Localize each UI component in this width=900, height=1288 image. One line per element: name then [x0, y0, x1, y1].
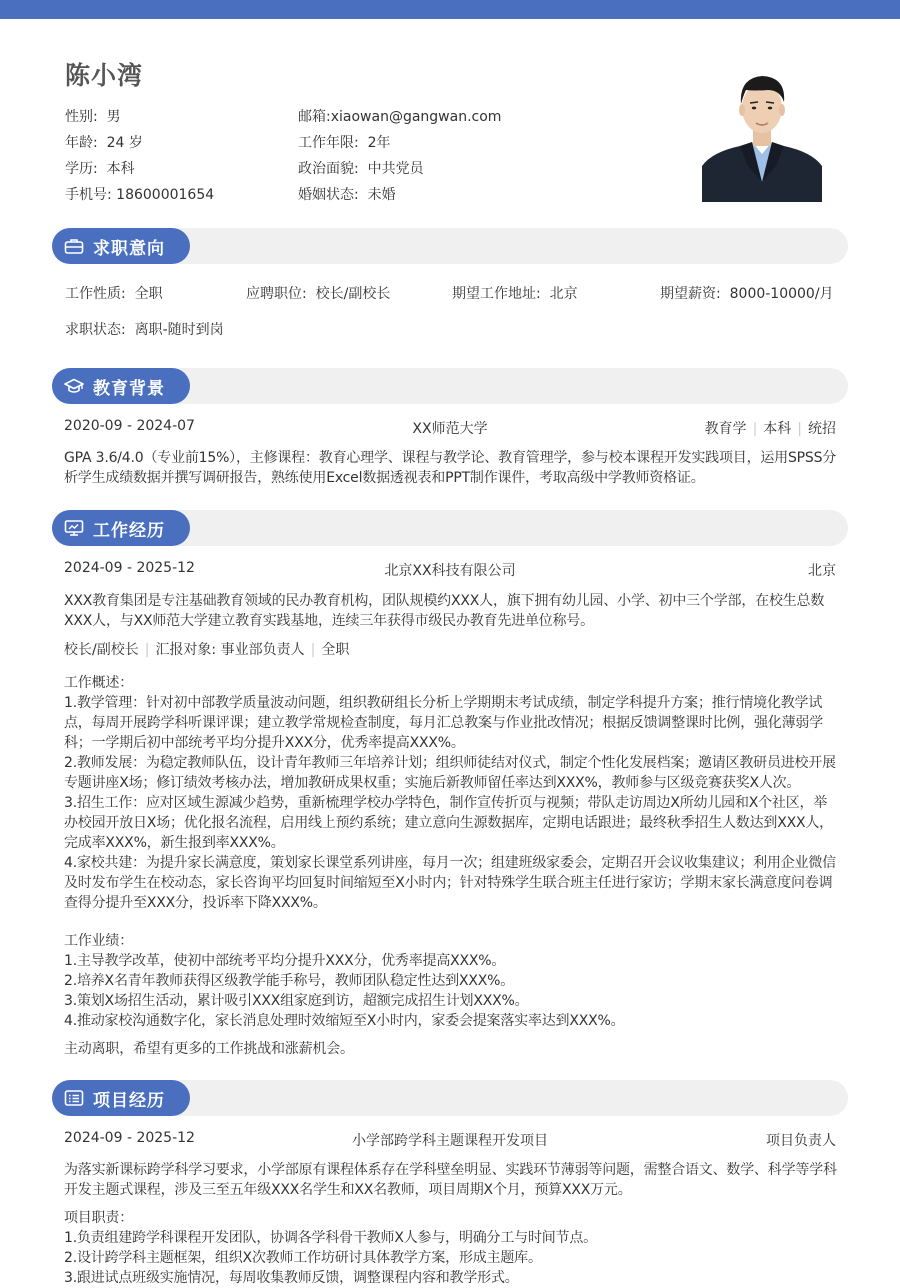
- graduation-cap-icon: [64, 377, 84, 395]
- section-header-intent: [52, 228, 848, 264]
- age-row: [65, 132, 143, 152]
- profile-photo: [702, 70, 822, 202]
- work-years-row: [298, 132, 391, 152]
- target-salary: [660, 283, 834, 303]
- target-city: [452, 283, 578, 303]
- duty-item: 2.设计跨学科主题框架，组织X次教师工作坊研讨具体教学方案，形成主题库。: [64, 1250, 542, 1266]
- target-position-value: 校长/副校长: [315, 286, 391, 302]
- monitor-icon: [64, 519, 84, 537]
- divider: |: [144, 642, 150, 658]
- job-status-value: 离职-随时到岗: [134, 322, 224, 338]
- phone-label: 手机号:: [65, 187, 112, 203]
- divider: |: [797, 421, 802, 437]
- target-salary-value: 8000-10000/月: [729, 286, 834, 302]
- section-title: 求职意向: [93, 239, 165, 259]
- education-level-row: [65, 158, 135, 178]
- divider: |: [310, 642, 316, 658]
- education-date: 2020-09 - 2024-07: [64, 418, 195, 434]
- enrollment-type: 统招: [808, 421, 836, 437]
- project-role: 项目负责人: [766, 1133, 836, 1149]
- candidate-name: 陈小湾: [65, 61, 144, 90]
- work-achievements: [64, 931, 838, 1031]
- work-overview-item: 4.家校共建：为提升家长满意度，策划家长课堂系列讲座，每月一次；组建班级家委会，定期召开会议收集建议；利用企业微信及时发布学生在校动态，家长咨询平均回复时间缩短至X小时内；针对特殊学生联合班主任进行家访；学期末家长满意度问卷调查得分提升至XXX分，投诉率下降XXX%。: [64, 855, 836, 911]
- work-achievements-title: 工作业绩：: [64, 933, 133, 949]
- work-type: [65, 283, 163, 303]
- achievement-item: 2.培养X名青年教师获得区级教学能手称号，教师团队稳定性达到XXX%。: [64, 973, 515, 989]
- job-status: [65, 319, 224, 339]
- job-kind: 全职: [321, 642, 350, 658]
- work-overview-item: 1.教学管理：针对初中部教学质量波动问题，组织教研组长分析上学期期末考试成绩，制定学科提升方案；推行情境化教学试点，每周开展跨学科听课评课；建立教学常规检查制度，每月汇总教案与作业批改情况；根据反馈调整课时比例，强化薄弱学科；一学期后初中部统考平均分提升XXX分，优秀率提高XXX%。: [64, 695, 823, 751]
- marital-row: [298, 184, 396, 204]
- divider: |: [752, 421, 758, 437]
- section-title: 教育背景: [93, 379, 165, 399]
- job-role: 校长/副校长: [64, 642, 139, 658]
- major: 教育学: [704, 421, 747, 437]
- leave-reason: 主动离职，希望有更多的工作挑战和涨薪机会。: [64, 1041, 354, 1057]
- politics-value: 中共党员: [367, 161, 424, 177]
- target-city-label: 期望工作地址:: [452, 286, 541, 302]
- education-tags: [600, 418, 836, 438]
- target-position-label: 应聘职位:: [246, 286, 307, 302]
- work-overview-item: 3.招生工作：应对区域生源减少趋势，重新梳理学校办学特色，制作宣传折页与视频；带队走访周边X所幼儿园和X个社区，举办校园开放日X场；优化报名流程，启用线上预约系统；建立意向生源数据库，定期电话跟进；最终秋季招生人数达到XXX人，完成率XXX%，新生报到率XXX%。: [64, 795, 833, 851]
- report-to: 汇报对象: 事业部负责人: [155, 642, 305, 658]
- phone-value[interactable]: 18600001654: [116, 187, 215, 203]
- section-header-education: [52, 368, 848, 404]
- achievement-item: 4.推动家校沟通数字化，家长消息处理时效缩短至X小时内，家委会提案落实率达到XXX%。: [64, 1013, 625, 1029]
- top-accent-bar: [0, 0, 900, 19]
- gender-label: 性别:: [65, 109, 98, 125]
- list-icon: [64, 1089, 84, 1107]
- target-salary-label: 期望薪资:: [660, 286, 721, 302]
- project-duties: [64, 1208, 838, 1288]
- politics-label: 政治面貌:: [298, 161, 359, 177]
- work-date: 2024-09 - 2025-12: [64, 560, 195, 576]
- target-position: [246, 283, 390, 303]
- politics-row: [298, 158, 424, 178]
- duty-item: 1.负责组建跨学科课程开发团队，协调各学科骨干教师X人参与，明确分工与时间节点。: [64, 1230, 597, 1246]
- project-date: 2024-09 - 2025-12: [64, 1130, 195, 1146]
- school-name: XX师范大学: [412, 421, 488, 437]
- section-header-work: [52, 510, 848, 546]
- age-label: 年龄:: [65, 135, 98, 151]
- work-overview-title: 工作概述：: [64, 675, 133, 691]
- work-overview-item: 2.教师发展：为稳定教师队伍，设计青年教师三年培养计划；组织师徒结对仪式，制定个性化发展档案；邀请区教研员进校开展专题讲座X场；修订绩效考核办法，增加教研成果权重；实施后新教师留任率达到XXX%，教师参与区级竞赛获奖X人次。: [64, 755, 836, 791]
- degree: 本科: [763, 421, 792, 437]
- job-status-label: 求职状态:: [65, 322, 126, 338]
- section-title: 工作经历: [93, 521, 165, 541]
- work-type-value: 全职: [134, 286, 163, 302]
- company-intro: XXX教育集团是专注基础教育领域的民办教育机构，团队规模约XXX人，旗下拥有幼儿园、小学、初中三个学部，在校生总数XXX人，与XX师范大学建立教育实践基地，连续三年获得市级民办教育先进单位称号。: [64, 593, 825, 629]
- project-name: 小学部跨学科主题课程开发项目: [352, 1133, 548, 1149]
- achievement-item: 1.主导教学改革，使初中部统考平均分提升XXX分，优秀率提高XXX%。: [64, 953, 506, 969]
- work-years-value: 2年: [367, 135, 391, 151]
- marital-label: 婚姻状态:: [298, 187, 359, 203]
- email-row: [298, 106, 501, 126]
- gender-value: 男: [106, 109, 121, 125]
- education-level-value: 本科: [106, 161, 135, 177]
- duty-item: 3.跟进试点班级实施情况，每周收集教师反馈，调整课程内容和教学形式。: [64, 1270, 519, 1286]
- work-city: 北京: [808, 563, 836, 579]
- target-city-value: 北京: [549, 286, 578, 302]
- email-label: 邮箱:: [298, 109, 331, 125]
- gender-row: [65, 106, 121, 126]
- phone-row: [65, 184, 214, 204]
- section-header-project: [52, 1080, 848, 1116]
- job-tags: [64, 639, 349, 659]
- work-type-label: 工作性质:: [65, 286, 126, 302]
- marital-value: 未婚: [367, 187, 396, 203]
- briefcase-icon: [64, 237, 84, 255]
- work-overview: [64, 673, 838, 913]
- work-years-label: 工作年限:: [298, 135, 359, 151]
- project-duties-title: 项目职责：: [64, 1210, 133, 1226]
- project-description: 为落实新课标跨学科学习要求，小学部原有课程体系存在学科壁垒明显、实践环节薄弱等问题，需整合语文、数学、科学等学科开发主题式课程，涉及三至五年级XXX名学生和XX名教师，项目周期X个月，预算XXX万元。: [64, 1162, 837, 1198]
- section-title: 项目经历: [93, 1091, 165, 1111]
- education-description: GPA 3.6/4.0（专业前15%），主修课程：教育心理学、课程与教学论、教育管理学，参与校本课程开发实践项目，运用SPSS分析学生成绩数据并撰写调研报告，熟练使用Excel数据透视表和PPT制作课件，考取高级中学教师资格证。: [64, 450, 837, 486]
- company-name: 北京XX科技有限公司: [384, 563, 516, 579]
- age-value: 24 岁: [106, 135, 143, 151]
- education-level-label: 学历:: [65, 161, 98, 177]
- achievement-item: 3.策划X场招生活动，累计吸引XXX组家庭到访，超额完成招生计划XXX%。: [64, 993, 529, 1009]
- email-value[interactable]: xiaowan@gangwan.com: [330, 109, 502, 125]
